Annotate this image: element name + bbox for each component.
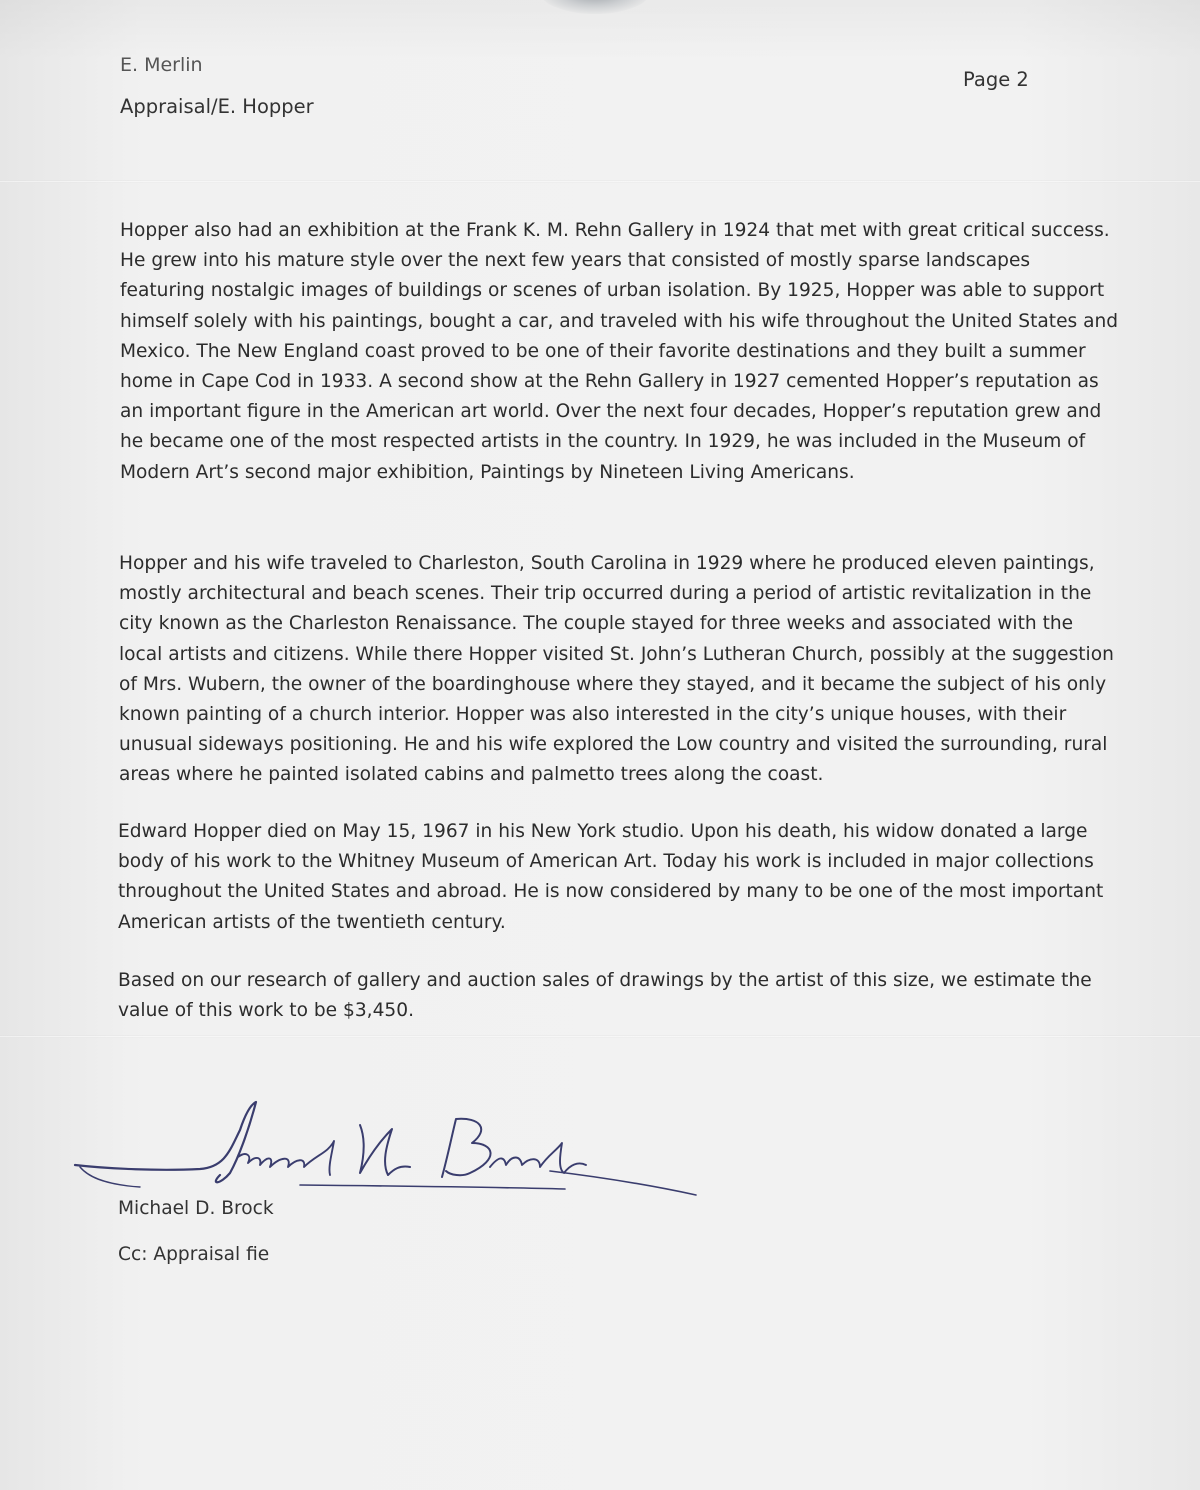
header-recipient-cut-off: E. Merlin — [120, 54, 203, 76]
paragraph-charleston: Hopper and his wife traveled to Charleston, South Carolina in 1929 where he produced eleven paintings, mostly architectural and beach scenes. Their trip occurred during a period of artistic revitalization in the city known as the Charleston Renaissance. The couple stayed for three weeks and associated with the local artists and citizens. While there Hopper visited St. John’s Lutheran Church, possibly at the suggestion of Mrs. Wubern, the owner of the boardinghouse where they stayed, and it became the subject of his only known painting of a church interior. Hopper was also interested in the city’s unique houses, with their unusual sideways positioning. He and his wife explored the Low country and visited the surrounding, rural areas where he painted isolated cabins and palmetto trees along the coast. — [119, 553, 1114, 786]
paper-fold-line — [0, 1035, 1200, 1038]
paragraph-valuation: Based on our research of gallery and auction sales of drawings by the artist of this size, we estimate the value of this work to be $3,450. — [118, 970, 1092, 1022]
page-number: Page 2 — [963, 68, 1029, 91]
paragraph-rehn-gallery: Hopper also had an exhibition at the Frank K. M. Rehn Gallery in 1924 that met with great critical success. He grew into his mature style over the next few years that consisted of mostly sparse landscapes featuring nostalgic images of buildings or scenes of urban isolation. By 1925, Hopper was able to support himself solely with his paintings, bought a car, and traveled with his wife throughout the United States and Mexico. The New England coast proved to be one of their favorite destinations and they built a summer home in Cape Cod in 1933. A second show at the Rehn Gallery in 1927 cemented Hopper’s reputation as an important figure in the American art world. Over the next four decades, Hopper’s reputation grew and he became one of the most respected artists in the country. In 1929, he was included in the Museum of Modern Art’s second major exhibition, Paintings by Nineteen Living Americans. — [120, 220, 1119, 483]
header-subject: Appraisal/E. Hopper — [120, 95, 314, 118]
signature-strokes — [70, 1095, 710, 1205]
signatory-name: Michael D. Brock — [118, 1198, 274, 1219]
handwritten-signature — [70, 1095, 710, 1205]
paper-clip-shadow — [540, 0, 650, 14]
paper-fold-line — [0, 180, 1200, 183]
cc-line: Cc: Appraisal fie — [118, 1244, 270, 1265]
paragraph-death-legacy: Edward Hopper died on May 15, 1967 in his New York studio. Upon his death, his widow donated a large body of his work to the Whitney Museum of American Art. Today his work is included in major collections throughout the United States and abroad. He is now considered by many to be one of the most important American artists of the twentieth century. — [118, 821, 1104, 933]
